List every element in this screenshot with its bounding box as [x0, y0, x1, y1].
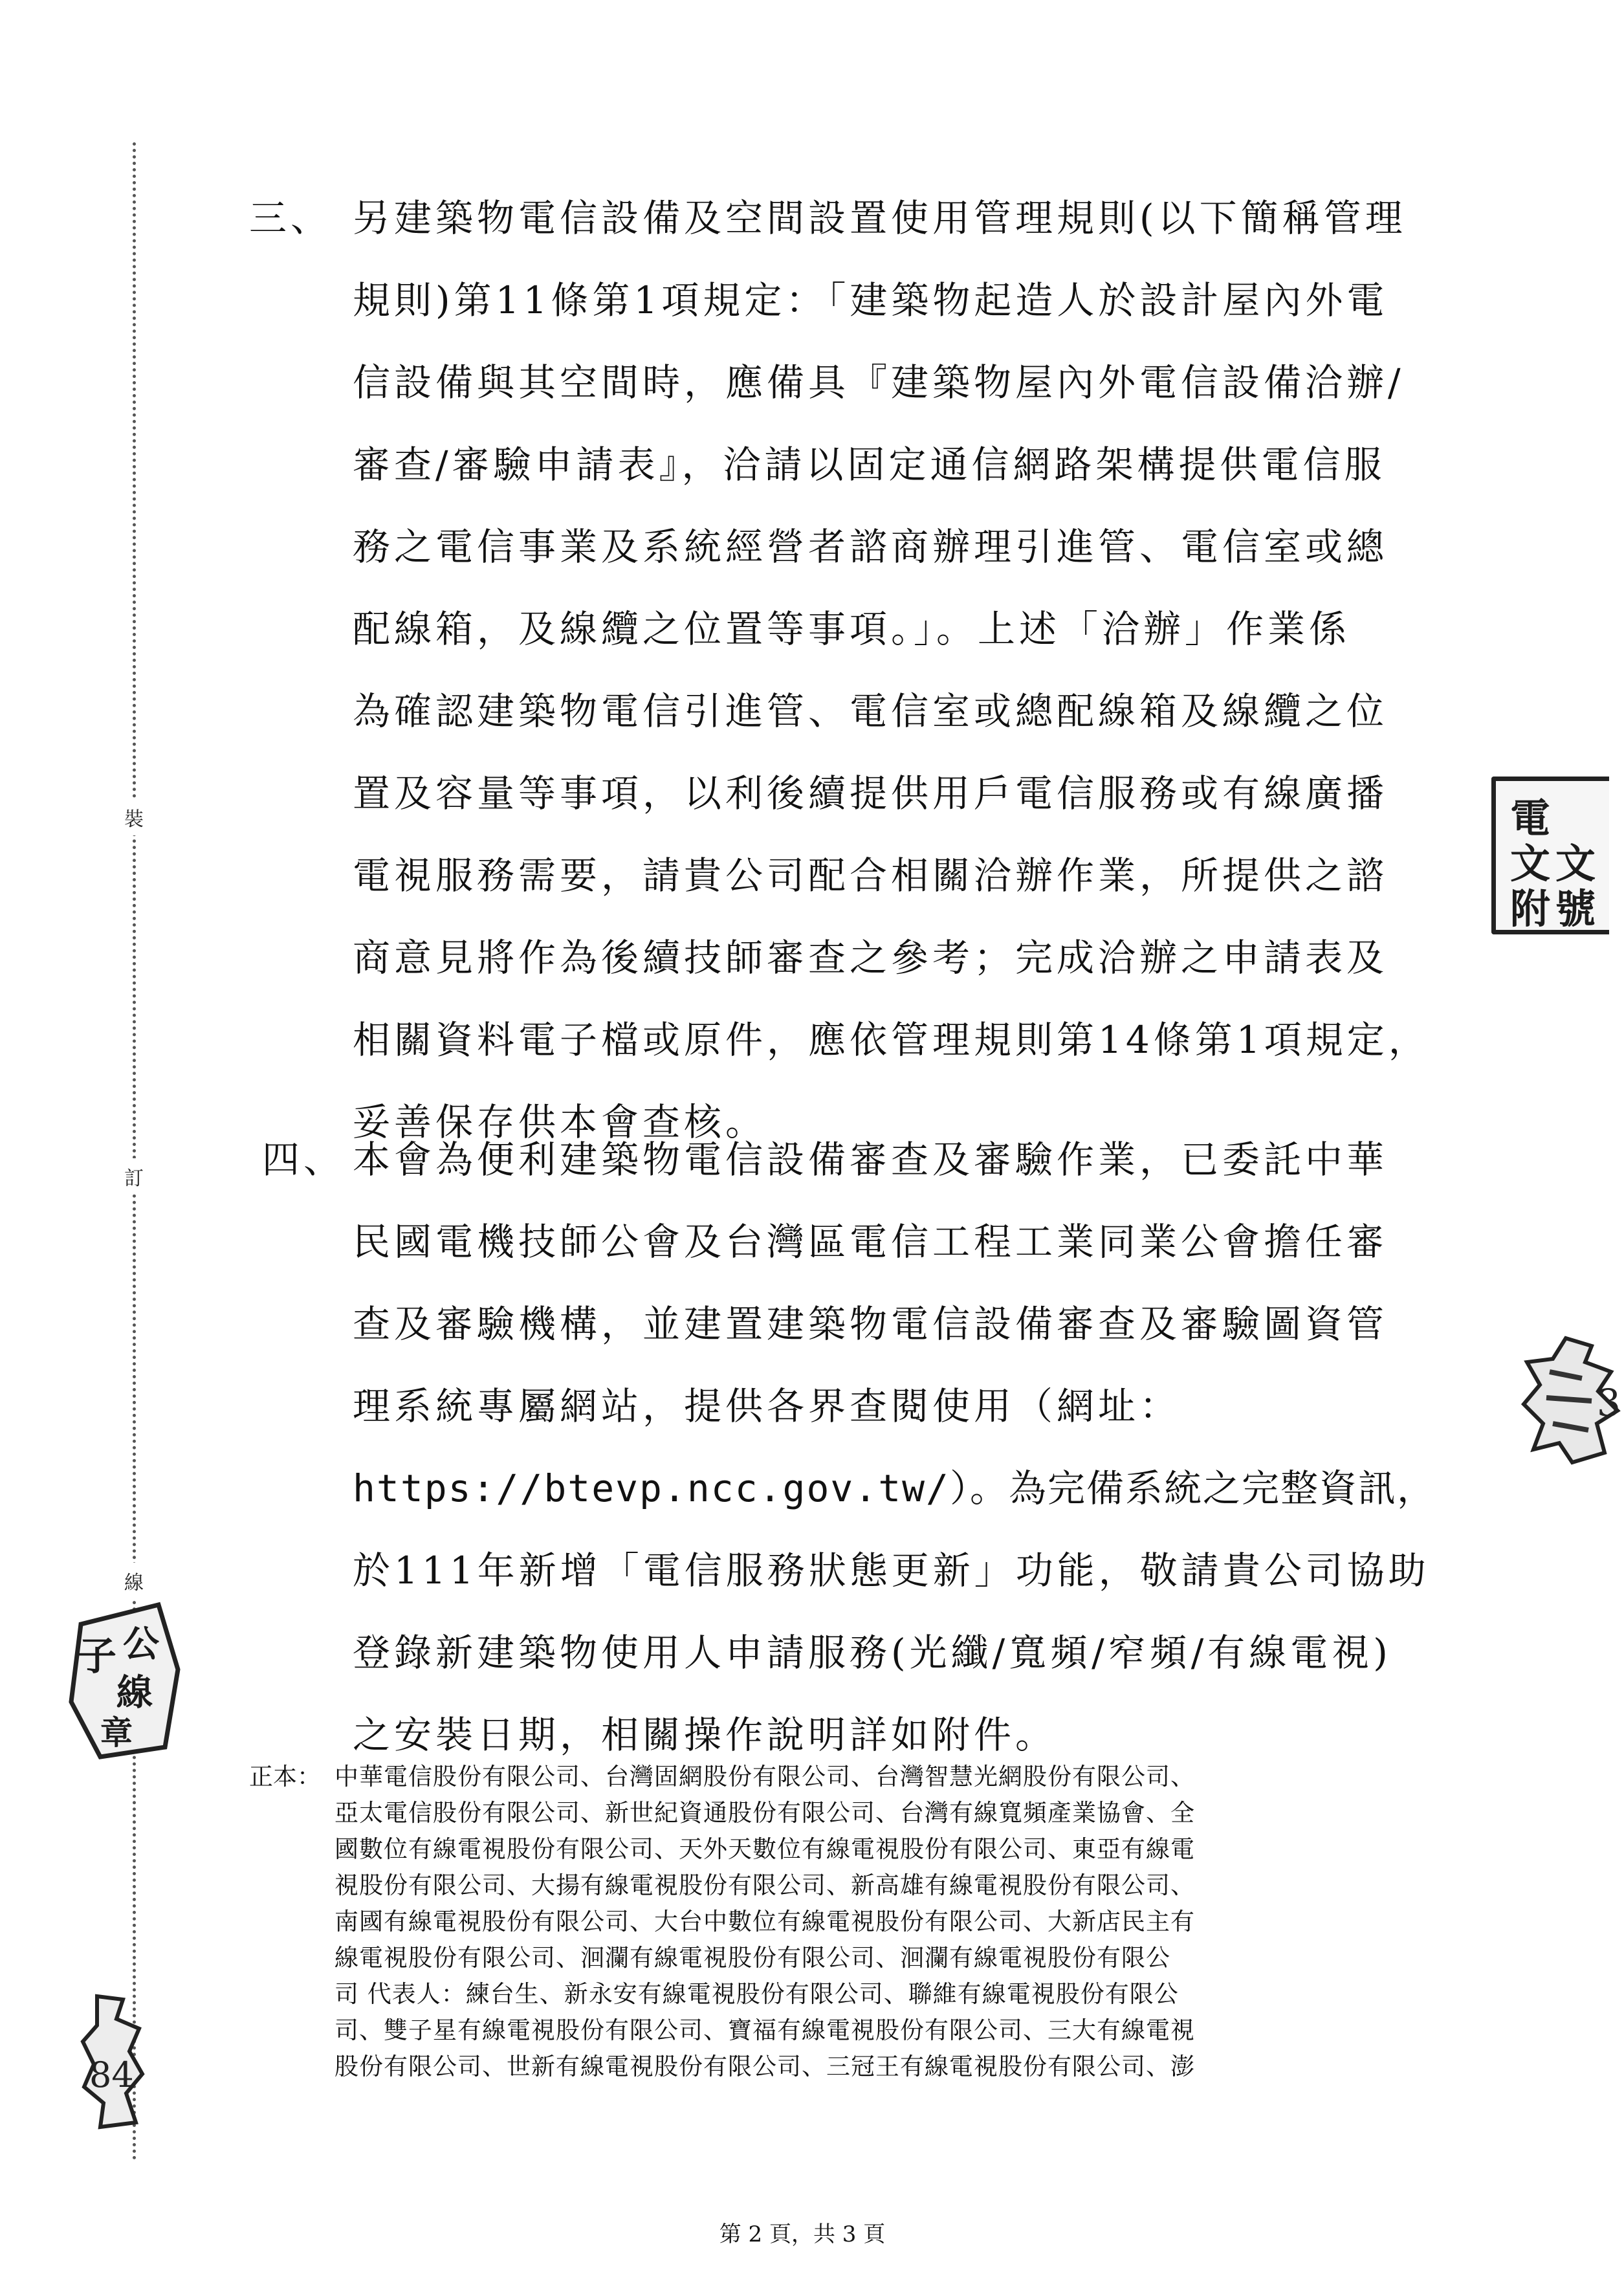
- section-line-url: https://btevp.ncc.gov.tw/）。為完備系統之完整資訊，: [353, 1466, 1436, 1510]
- section-line: 之安裝日期，相關操作說明詳如附件。: [353, 1713, 1057, 1757]
- recipient-line: 亞太電信股份有限公司、新世紀資通股份有限公司、台灣有線寬頻產業協會、全: [335, 1799, 1195, 1827]
- seal-bottom-left: [78, 1990, 149, 2132]
- binding-dotted-line: [133, 142, 136, 2161]
- section-number: 三、: [249, 196, 333, 240]
- recipient-line: 視股份有限公司、大揚有線電視股份有限公司、新高雄有線電視股份有限公司、: [335, 1871, 1195, 1899]
- recipient-line: 線電視股份有限公司、洄瀾有線電視股份有限公司、洄瀾有線電視股份有限公: [335, 1944, 1170, 1972]
- stamp-char: 電: [1510, 795, 1551, 842]
- recipient-line: 司 代表人：練台生、新永安有線電視股份有限公司、聯維有線電視股份有限公: [335, 1980, 1179, 2008]
- recipient-line: 國數位有線電視股份有限公司、天外天數位有線電視股份有限公司、東亞有線電: [335, 1835, 1195, 1863]
- seal-left: [61, 1598, 184, 1760]
- section-line: 於111年新增「電信服務狀態更新」功能，敬請貴公司協助: [353, 1548, 1430, 1592]
- binding-char-ding: 訂: [122, 1158, 146, 1195]
- section-line: 商意見將作為後續技師審查之參考；完成洽辦之申請表及: [353, 936, 1388, 980]
- page-number-footer: 第 2 頁，共 3 頁: [719, 2221, 886, 2247]
- recipient-line: 中華電信股份有限公司、台灣固網股份有限公司、台灣智慧光網股份有限公司、: [335, 1763, 1195, 1791]
- seal-char: 子: [78, 1634, 116, 1679]
- section-line: 妥善保存供本會查核。: [353, 1100, 767, 1144]
- seal-right-partial: [1520, 1333, 1624, 1469]
- section-line: 信設備與其空間時，應備具『建築物屋內外電信設備洽辦/: [353, 360, 1405, 404]
- section-line: 配線箱，及線纜之位置等事項。」。上述「洽辦」作業係: [353, 607, 1351, 651]
- recipient-line: 司、雙子星有線電視股份有限公司、寶福有線電視股份有限公司、三大有線電視: [335, 2016, 1195, 2044]
- recipient-line: 南國有線電視股份有限公司、大台中數位有線電視股份有限公司、大新店民主有: [335, 1908, 1195, 1935]
- section-line: 本會為便利建築物電信設備審查及審驗作業，已委託中華: [353, 1138, 1388, 1182]
- stamp-char: 附: [1510, 885, 1551, 932]
- binding-char-zhuang: 裝: [122, 799, 146, 835]
- section-number: 四、: [262, 1138, 346, 1182]
- binding-char-xian: 線: [122, 1563, 146, 1599]
- seal-digit: 3: [1597, 1381, 1621, 1425]
- section-line: 置及容量等事項，以利後續提供用戶電信服務或有線廣播: [353, 771, 1388, 815]
- section-line: 電視服務需要，請貴公司配合相關洽辦作業，所提供之諮: [353, 854, 1388, 898]
- section-line: 為確認建築物電信引進管、電信室或總配線箱及線纜之位: [353, 689, 1388, 733]
- stamp-char: 文: [1555, 840, 1596, 887]
- seal-char: 章: [100, 1714, 133, 1752]
- section-line: 民國電機技師公會及台灣區電信工程工業同業公會擔任審: [353, 1220, 1388, 1264]
- stamp-char: 文: [1510, 840, 1551, 887]
- seal-char: 線: [116, 1671, 153, 1714]
- seal-char: 公: [123, 1623, 159, 1666]
- stamp-char: 號: [1555, 885, 1596, 932]
- section-line: 另建築物電信設備及空間設置使用管理規則(以下簡稱管理: [353, 196, 1407, 240]
- seal-digit: 84: [89, 2055, 134, 2095]
- section-line: 相關資料電子檔或原件，應依管理規則第14條第1項規定，: [353, 1018, 1430, 1062]
- section-line: 理系統專屬網站，提供各界查閱使用（網址：: [353, 1384, 1181, 1428]
- recipients-label: 正本：: [249, 1763, 321, 1791]
- section-line: 查及審驗機構，並建置建築物電信設備審查及審驗圖資管: [353, 1302, 1388, 1346]
- receipt-stamp: [1491, 777, 1609, 934]
- recipient-line: 股份有限公司、世新有線電視股份有限公司、三冠王有線電視股份有限公司、澎: [335, 2053, 1195, 2080]
- section-line: 規則)第11條第1項規定：「建築物起造人於設計屋內外電: [353, 278, 1388, 322]
- section-line: 務之電信事業及系統經營者諮商辦理引進管、電信室或總: [353, 525, 1388, 569]
- section-line: 審查/審驗申請表』，洽請以固定通信網路架構提供電信服: [353, 443, 1386, 487]
- section-line: 登錄新建築物使用人申請服務(光纖/寬頻/窄頻/有線電視): [353, 1631, 1392, 1675]
